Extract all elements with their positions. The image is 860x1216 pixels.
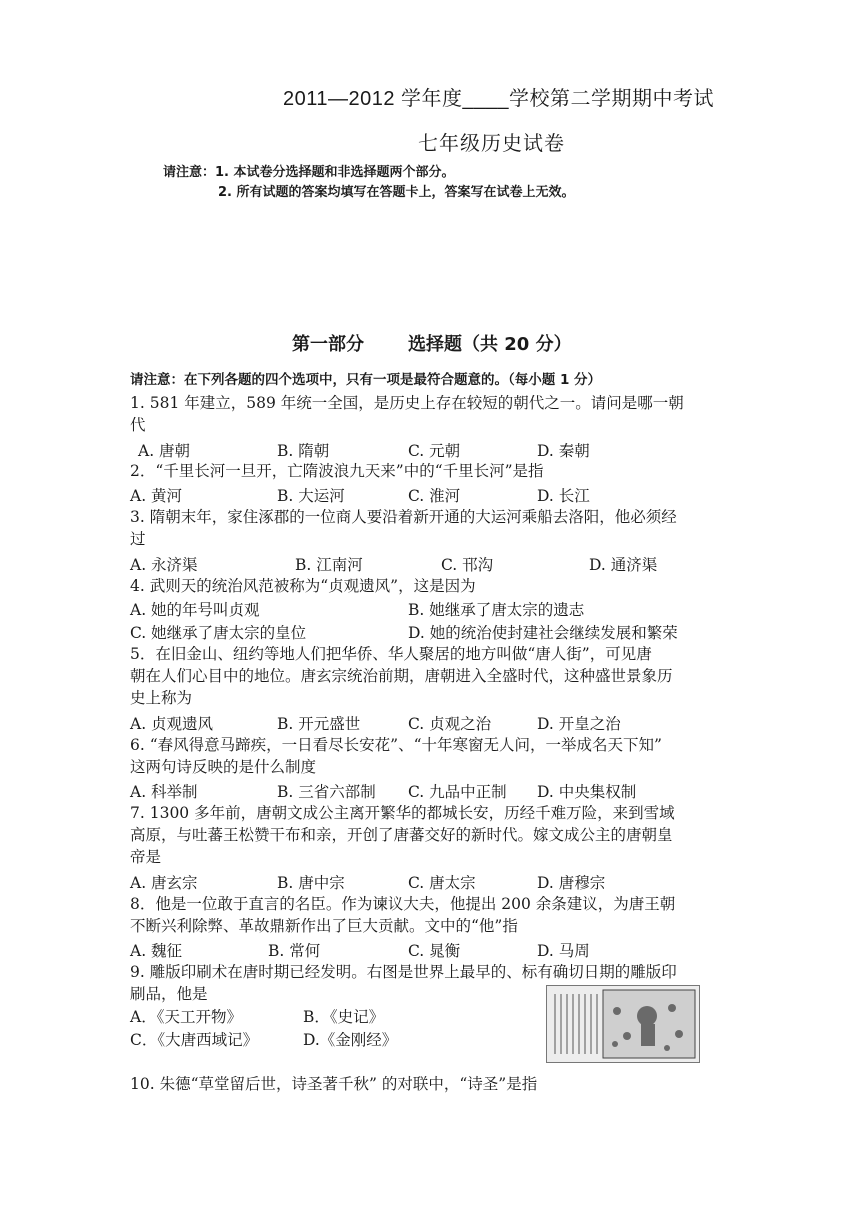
part-title bbox=[292, 330, 572, 356]
question-text: 10. 朱德“草堂留后世，诗圣著千秋” 的对联中，“诗圣”是指 bbox=[130, 1075, 538, 1093]
question-3 bbox=[130, 506, 677, 550]
option: A. 魏征 bbox=[130, 942, 183, 960]
option: D. 通济渠 bbox=[589, 556, 658, 574]
question-text: 代 bbox=[130, 416, 146, 434]
question-text: 刷品，他是 bbox=[130, 985, 208, 1003]
option: D. 开皇之治 bbox=[537, 715, 621, 733]
option: B．《史记》 bbox=[303, 1008, 385, 1026]
option: B. 隋朝 bbox=[277, 442, 330, 460]
question-text: 9. 雕版印刷术在唐时期已经发明。右图是世界上最早的、标有确切日期的雕版印 bbox=[130, 963, 677, 981]
question-text: 5．在旧金山、纽约等地人们把华侨、华人聚居的地方叫做“唐人街”，可见唐 bbox=[130, 645, 652, 663]
option: D. 马周 bbox=[537, 942, 590, 960]
question-text: 2．“千里长河一旦开，亡隋波浪九天来”中的“千里长河”是指 bbox=[130, 462, 544, 480]
question-text: 帝是 bbox=[130, 848, 162, 866]
option: A. 唐朝 bbox=[138, 442, 191, 460]
option: D.《金刚经》 bbox=[303, 1031, 398, 1049]
option: C. 她继承了唐太宗的皇位 bbox=[130, 624, 307, 642]
option: A. 永济渠 bbox=[130, 556, 198, 574]
option: A. 黄河 bbox=[130, 487, 183, 505]
option: A. 唐玄宗 bbox=[130, 874, 198, 892]
option: C. 唐太宗 bbox=[408, 874, 476, 892]
option: B. 唐中宗 bbox=[277, 874, 345, 892]
question-text: 史上称为 bbox=[130, 689, 193, 707]
option: B. 她继承了唐太宗的遗志 bbox=[408, 601, 585, 619]
question-text: 4. 武则天的统治风范被称为“贞观遗风”，这是因为 bbox=[130, 577, 476, 595]
part-number: 第一部分 bbox=[292, 334, 364, 355]
option: C. 元朝 bbox=[408, 442, 461, 460]
option: A. 贞观遗风 bbox=[130, 715, 214, 733]
question-text: 7. 1300 多年前，唐朝文成公主离开繁华的都城长安，历经千难万险，来到雪域 bbox=[130, 804, 675, 822]
option: C. 淮河 bbox=[408, 487, 461, 505]
question-8 bbox=[130, 893, 675, 937]
exam-subtitle: 七年级历史试卷 bbox=[418, 133, 565, 155]
notice-1: 请注意：1. 本试卷分选择题和非选择题两个部分。 bbox=[163, 165, 455, 180]
question-text: 这两句诗反映的是什么制度 bbox=[130, 758, 317, 776]
option: A．《天工开物》 bbox=[130, 1008, 242, 1026]
question-text: 高原，与吐蕃王松赞干布和亲，开创了唐蕃交好的新时代。嫁文成公主的唐朝皇 bbox=[130, 826, 673, 844]
diamond-sutra-image bbox=[546, 985, 700, 1063]
question-text: 过 bbox=[130, 530, 146, 548]
question-4 bbox=[130, 575, 476, 597]
option: B. 江南河 bbox=[295, 556, 363, 574]
question-text: 1. 581 年建立，589 年统一全国，是历史上存在较短的朝代之一。请问是哪一朝 bbox=[130, 394, 684, 412]
part-heading: 选择题（共 20 分） bbox=[408, 334, 572, 355]
option: C. 贞观之治 bbox=[408, 715, 492, 733]
question-text: 6. “春风得意马蹄疾，一日看尽长安花”、“十年寒窗无人问，一举成名天下知” bbox=[130, 736, 662, 754]
question-text: 不断兴利除弊、革故鼎新作出了巨大贡献。文中的“他”指 bbox=[130, 917, 518, 935]
option: D. 中央集权制 bbox=[537, 783, 637, 801]
option: B. 开元盛世 bbox=[277, 715, 361, 733]
option: B. 大运河 bbox=[277, 487, 345, 505]
option: A. 她的年号叫贞观 bbox=[130, 601, 260, 619]
question-6 bbox=[130, 734, 662, 778]
option: D. 秦朝 bbox=[537, 442, 590, 460]
question-text: 朝在人们心目中的地位。唐玄宗统治前期，唐朝进入全盛时代，这种盛世景象历 bbox=[130, 667, 673, 685]
question-5 bbox=[130, 643, 673, 709]
part-instruction: 请注意：在下列各题的四个选项中，只有一项是最符合题意的。（每小题 1 分） bbox=[130, 372, 602, 388]
question-1 bbox=[130, 392, 684, 436]
option: D. 长江 bbox=[537, 487, 590, 505]
option: B. 三省六部制 bbox=[277, 783, 376, 801]
exam-title: 2011—2012 学年度____学校第二学期期中考试 bbox=[283, 88, 715, 110]
woodblock-print-illustration bbox=[547, 986, 699, 1062]
option: D. 她的统治使封建社会继续发展和繁荣 bbox=[408, 624, 678, 642]
option: C. 九品中正制 bbox=[408, 783, 507, 801]
notice-2: 2. 所有试题的答案均填写在答题卡上，答案写在试卷上无效。 bbox=[218, 185, 575, 200]
option: D. 唐穆宗 bbox=[537, 874, 606, 892]
option: A. 科举制 bbox=[130, 783, 198, 801]
option: B. 常何 bbox=[268, 942, 321, 960]
option: C. 晁衡 bbox=[408, 942, 461, 960]
question-text: 3. 隋朝末年，家住涿郡的一位商人要沿着新开通的大运河乘船去洛阳，他必须经 bbox=[130, 508, 677, 526]
question-7 bbox=[130, 802, 675, 868]
option: C．《大唐西域记》 bbox=[130, 1031, 259, 1049]
question-10 bbox=[130, 1073, 537, 1095]
question-text: 8．他是一位敢于直言的名臣。作为谏议大夫，他提出 200 余条建议，为唐王朝 bbox=[130, 895, 676, 913]
question-2 bbox=[130, 460, 544, 482]
option: C. 邗沟 bbox=[441, 556, 494, 574]
